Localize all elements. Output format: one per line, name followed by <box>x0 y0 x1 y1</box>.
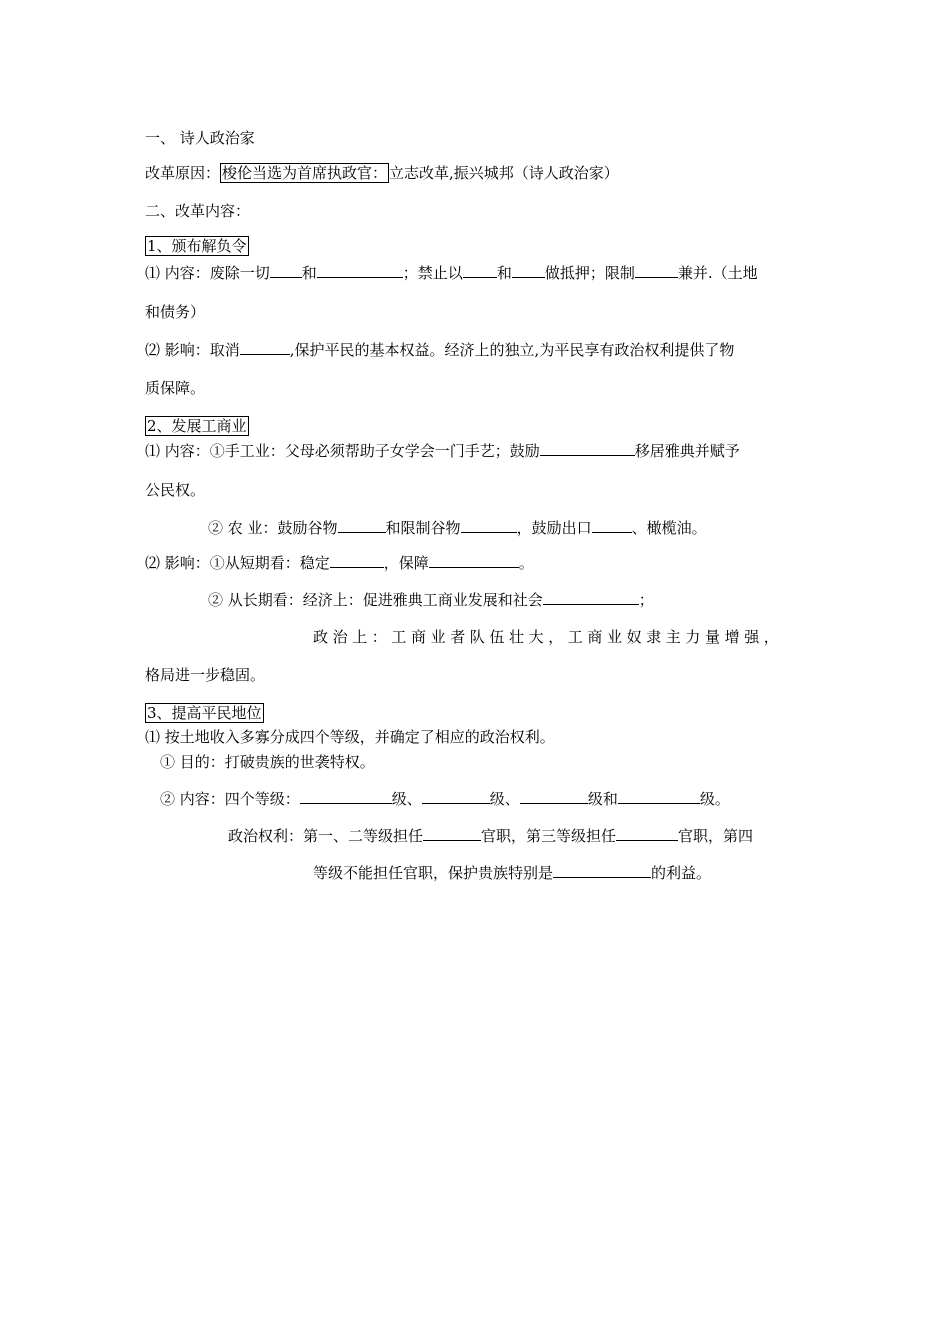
blank[interactable] <box>338 518 386 533</box>
blank[interactable] <box>240 340 290 355</box>
blank[interactable] <box>330 553 384 568</box>
part1-heading: 1、颁布解负令 <box>147 237 247 255</box>
blank[interactable] <box>635 263 678 278</box>
part3-grade: ⑴ 按土地收入多寡分成四个等级，并确定了相应的政治权利。 <box>145 728 555 746</box>
part2-politics-b: 格局进一步稳固。 <box>145 666 266 684</box>
blank[interactable] <box>270 263 302 278</box>
blank[interactable] <box>520 789 588 804</box>
part2-agri: ② 农 业：鼓励谷物 和限制谷物 ，鼓励出口 、橄榄油。 <box>208 519 707 537</box>
blank[interactable] <box>429 553 519 568</box>
blank[interactable] <box>553 863 651 878</box>
part3-rights-b: 等级不能担任官职，保护贵族特别是 的利益。 <box>313 864 712 882</box>
part2-impact-long: ② 从长期看：经济上：促进雅典工商业发展和社会 ； <box>208 591 654 609</box>
part1-content: ⑴ 内容：废除一切 和 ；禁止以 和 做抵押；限制 兼并.（土地 <box>145 264 758 282</box>
part1-impact-b: 质保障。 <box>145 379 206 397</box>
part3-rights: 政治权利：第一、二等级担任 官职，第三等级担任 官职，第四 <box>228 827 754 845</box>
blank[interactable] <box>618 789 700 804</box>
part3-content: ② 内容：四个等级： 级、 级、 级和 级。 <box>160 790 730 808</box>
blank[interactable] <box>592 518 632 533</box>
part1-content-b: 和债务） <box>145 303 206 321</box>
part2-craft: ⑴ 内容：①手工业：父母必须帮助子女学会一门手艺；鼓励 移居雅典并赋予 <box>145 442 740 460</box>
section-title-content: 二、改革内容： <box>145 202 251 220</box>
part1-impact: ⑵ 影响：取消 ,保护平民的基本权益。经济上的独立,为平民享有政治权利提供了物 <box>145 341 735 359</box>
part2-heading: 2、发展工商业 <box>147 417 247 435</box>
blank[interactable] <box>512 263 545 278</box>
part3-purpose: ① 目的：打破贵族的世袭特权。 <box>160 753 375 771</box>
blank[interactable] <box>317 263 403 278</box>
blank[interactable] <box>423 826 481 841</box>
reform-reason: 改革原因： 梭伦当选为首席执政官： 立志改革,振兴城邦（诗人政治家） <box>145 164 619 182</box>
section-title-poet: 一、 诗人政治家 <box>145 129 255 147</box>
part2-politics: 政治上：工商业者队伍壮大，工商业奴隶主力量增强， <box>313 628 784 646</box>
part3-heading: 3、提高平民地位 <box>147 704 262 722</box>
blank[interactable] <box>616 826 678 841</box>
blank[interactable] <box>461 518 517 533</box>
blank[interactable] <box>543 590 639 605</box>
blank[interactable] <box>463 263 497 278</box>
reason-boxed: 梭伦当选为首席执政官： <box>222 164 388 182</box>
blank[interactable] <box>300 789 392 804</box>
part2-craft-b: 公民权。 <box>145 481 206 499</box>
part2-impact-short: ⑵ 影响：①从短期看：稳定 ，保障 。 <box>145 554 534 572</box>
blank[interactable] <box>422 789 490 804</box>
blank[interactable] <box>540 441 635 456</box>
